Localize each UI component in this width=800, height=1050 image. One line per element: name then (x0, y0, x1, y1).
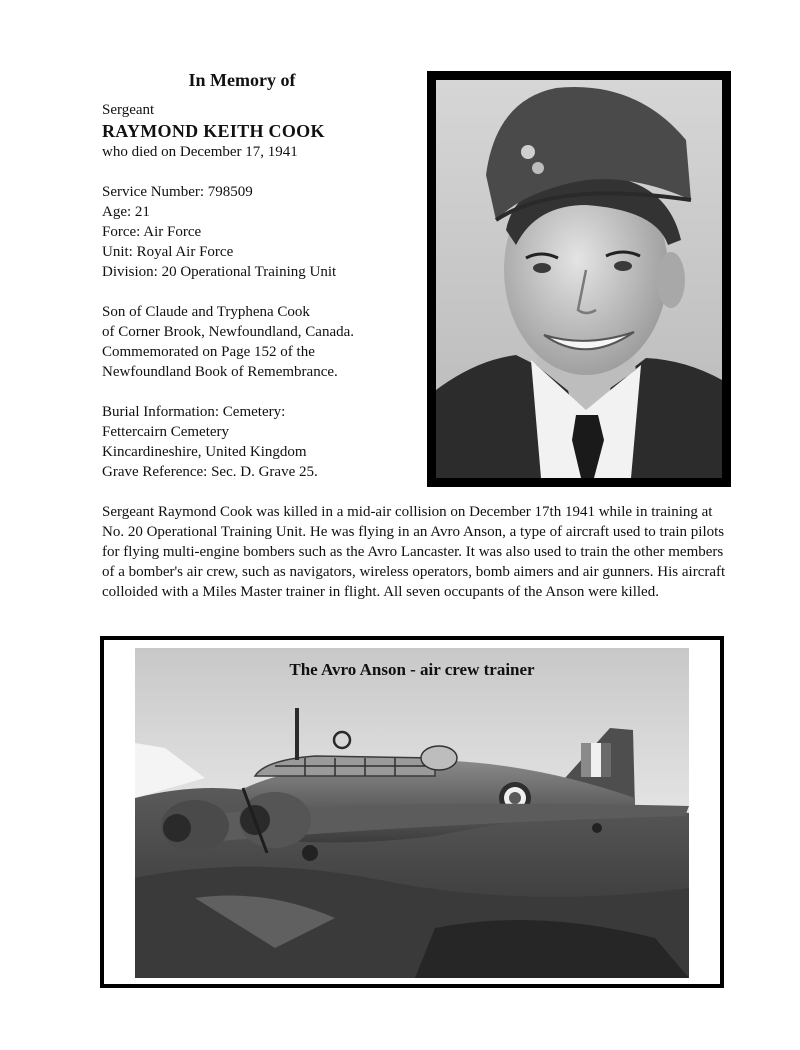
soldier-name: RAYMOND KEITH COOK (102, 121, 325, 141)
division: Division: 20 Operational Training Unit (102, 264, 337, 280)
burial-line: Grave Reference: Sec. D. Grave 25. (102, 464, 318, 480)
rank: Sergeant (102, 102, 155, 118)
portrait-image (436, 80, 722, 478)
death-date: who died on December 17, 1941 (102, 144, 298, 160)
burial-line: Kincardineshire, United Kingdom (102, 444, 307, 460)
memorial-heading: In Memory of (188, 70, 296, 90)
age: Age: 21 (102, 204, 150, 220)
aircraft-image (135, 648, 689, 978)
portrait-photo (427, 71, 731, 487)
unit: Unit: Royal Air Force (102, 244, 234, 260)
aircraft-photo (100, 636, 724, 988)
story-paragraph: Sergeant Raymond Cook was killed in a mid-air collision on December 17th 1941 while in training at No. 20 Operational Training Unit. He was flying in an Avro Anson, a type of aircraft used to train pilots for flying multi-engine bombers such as the Avro Lancaster. It was also used to train the other members of a bomber's air crew, such as navigators, wireless operators, bomb aimers and air gunners. His aircraft colloided with a Miles Master trainer in flight. All seven occupants of the Anson were killed. (102, 504, 726, 600)
photo-caption: The Avro Anson - air crew trainer (289, 660, 535, 679)
burial-line: Burial Information: Cemetery: (102, 404, 286, 420)
family-line: Newfoundland Book of Remembrance. (102, 364, 338, 380)
family-line: Commemorated on Page 152 of the (102, 344, 315, 360)
family-line: of Corner Brook, Newfoundland, Canada. (102, 324, 355, 340)
service-number: Service Number: 798509 (102, 184, 253, 200)
service-record (102, 100, 418, 482)
family-line: Son of Claude and Tryphena Cook (102, 304, 310, 320)
force: Force: Air Force (102, 224, 202, 240)
burial-line: Fettercairn Cemetery (102, 424, 230, 440)
